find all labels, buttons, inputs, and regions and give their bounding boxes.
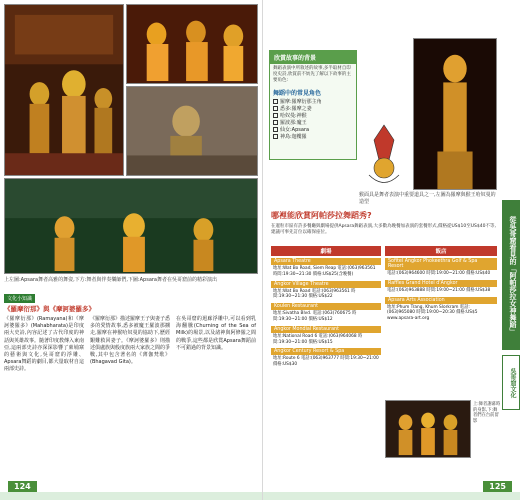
venue-name: Koulen Restaurant (271, 303, 381, 310)
checkbox-icon (273, 106, 278, 111)
venue-info: 地址:Phum Trang, Khum Slorkram 電話:(063)965080 時間:19:00~20:30 價格:US$5 www.apsara-art.org (387, 304, 478, 322)
venue-info: 地址:Wat Bo Road, Siem Reap 電話:(063)963561 時間:19:30~21:30 價格:US$25(含晚餐) (273, 266, 376, 277)
venue-category-theatre: 劇場 (271, 246, 381, 256)
body-paragraph-3: 在吳哥窟的迴廊浮雕中,可以看到乳海翻騰(Churning of the Sea of Milk)的場景,以及諸神與阿修羅之間的戰爭,這些都是欣賞Apsara舞蹈前不可錯過的背景知識。 (176, 316, 256, 351)
checklist-item: 哈奴曼:神猴 (273, 113, 353, 120)
venue-name: Raffles Grand Hotel d'Angkor (385, 280, 497, 287)
venue-name: Angkor Mondial Restaurant (271, 326, 381, 333)
background-intro: 舞蹈表演中所敘述的故事,多半取材自印度史詩,欣賞前不妨先了解以下故事的主要角色: (273, 66, 351, 83)
venue-info: 電話:(063)964600 時間:19:00~21:00 價格:US$40 (387, 271, 491, 276)
venue-info: 地址:Sivatha Blvd. 電話:(063)760675 時間:19:30~21:00 價格:US$12 (273, 311, 357, 322)
checklist-item: 仙女:Apsara (273, 127, 353, 134)
venue-info: 地址:Route 6 電話:(063)963777 時間:19:30~21:00 價格:US$30 (273, 356, 379, 368)
body-paragraph-1: 《羅摩衍那》(Ramayana)和《摩訶婆羅多》(Mahabharata)是印度兩大史詩,內容記述了古代印度的神話與英雄故事。隨著印度教傳入東南亞,這兩部史詩亦深深影響了柬埔寨的藝術與文化,吳哥窟的浮雕、Apsara舞蹈的劇目,都大量取材自這兩部史詩。 (4, 316, 85, 373)
right-footer-bar (263, 492, 520, 500)
checkbox-icon (273, 134, 278, 139)
venue-info: 電話:(063)963888 時間:19:00~21:00 價格:US$38 (387, 287, 491, 293)
right-page (262, 0, 520, 500)
checkbox-icon (273, 127, 278, 132)
theatre-venues (271, 246, 381, 369)
bottom-caption: 上:舞者謝幕時的身影,下:舞者們在台前留影 (473, 402, 501, 424)
body-paragraph-2: 《羅摩衍那》描述羅摩王子與妻子悉多的愛情故事,悉多被魔王羅波那擄走,羅摩在神猴哈奴曼的協助下,歷經艱難救回妻子。《摩訶婆羅多》則描述俱盧族與般度族兩大家族之間的爭戰,其中包含著名的《薄伽梵歌》(Bhagavad Gita)。 (90, 316, 171, 366)
background-box-title: 欣賞故事的背景 (270, 51, 356, 64)
checklist-item: 羅波那:魔王 (273, 120, 353, 127)
left-footer-bar (0, 492, 262, 500)
checklist-item: 悉多:羅摩之妻 (273, 106, 353, 113)
dancers-orange-photo (126, 4, 258, 84)
role-checklist (270, 99, 356, 141)
venue-category-hotel: 飯店 (385, 246, 497, 256)
question-title: 哪裡能欣賞阿帕莎拉舞蹈秀? (271, 211, 372, 220)
section-title: 《羅摩衍那》與《摩訶婆羅多》 (4, 305, 95, 313)
temple-dance-photo (4, 178, 258, 274)
checkbox-icon (273, 99, 278, 104)
photo-caption: 上左圖:Apsara舞者高雅的舞姿,下方:舞者與伴奏樂師們,下圖:Apsara舞者在吳哥窟前的精彩演出 (4, 277, 218, 283)
venue-intro: 在暹粒市區有許多餐廳與劇場提供Apsara舞蹈表演,大多數為晚餐加表演的套餐形式,價格從US$10至US$40不等,建議可事先訂位以確保座位。 (271, 224, 496, 236)
background-info-box (269, 50, 357, 160)
apsara-dancer-photo (413, 38, 497, 190)
checklist-item: 神鳥:迦樓羅 (273, 134, 353, 141)
hotel-venues (385, 246, 497, 323)
checklist-title: 舞蹈中的常見角色 (273, 90, 322, 97)
dancer-bw-photo (126, 86, 258, 176)
page-number-left: 124 (8, 481, 37, 492)
venue-name: Angkor Village Theatre (271, 281, 381, 288)
checkbox-icon (273, 120, 278, 125)
mask-caption: 猴面具是舞者表演中重要道具之一,左圖為羅摩與猴王哈奴曼的造型 (359, 192, 496, 205)
culture-tag: 文化小知識 (4, 294, 35, 303)
venue-name: Apsara Arts Association (385, 297, 497, 304)
venue-info: 地址:Wat Bo Road 電話:(063)963561 時間:19:30~21:30 價格:US$22 (273, 288, 356, 300)
dancer-photo-large (4, 4, 124, 176)
page-number-right: 125 (483, 481, 512, 492)
dancers-bow-photo (385, 400, 471, 458)
venue-info: 地址:National Road 6 電話:(063)964068 時間:19:30~21:00 價格:US$15 (273, 333, 363, 345)
checkbox-icon (273, 113, 278, 118)
venue-name: Angkor Century Resort & Spa (271, 348, 381, 355)
venue-name: Sofitel Angkor Phokeethra Golf & Spa Resort (385, 258, 497, 270)
mask-illustration (359, 120, 409, 190)
chapter-side-tab: 從吳哥窟看見的「阿帕莎拉女神舞蹈」 (502, 200, 520, 350)
checklist-item: 羅摩:羅摩衍那主角 (273, 99, 353, 106)
venue-name: Apsara Theatre (271, 258, 381, 265)
section-side-tab: 吳哥窟文化 (502, 355, 520, 410)
